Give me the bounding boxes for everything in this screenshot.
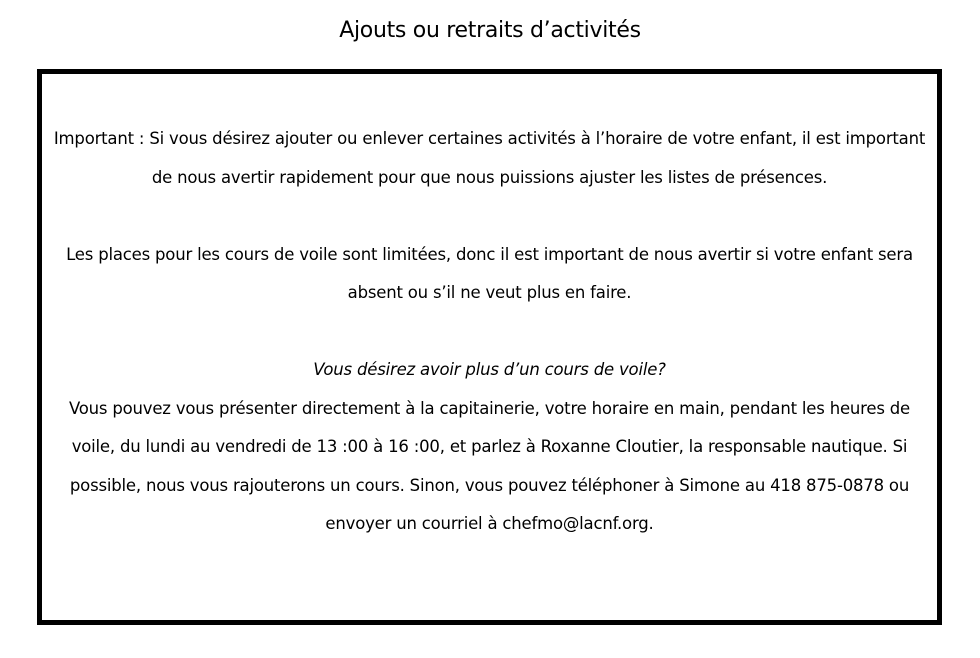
paragraph-spacer (50, 197, 929, 236)
important-paragraph: Important : Si vous désirez ajouter ou enlever certaines activités à l’horaire de votre enfant, il est important de nous avertir rapidement pour que nous puissions ajuster les listes de présences. (53, 129, 926, 187)
contact-paragraph: Vous pouvez vous présenter directement à la capitainerie, votre horaire en main, pendant les heures de voile, du lundi au vendredi de 13 :00 à 16 :00, et parlez à Roxanne Cloutier, la responsable nautique. Si possible, nous vous rajouterons un cours. Sinon, vous pouvez téléphoner à Simone au 418 875-0878 ou envoyer un courriel à chefmo@lacnf.org. (68, 398, 911, 533)
notice-box (37, 69, 942, 625)
sailing-places-paragraph: Les places pour les cours de voile sont limitées, donc il est important de nous avertir si votre enfant sera absent ou s’il ne veut plus en faire. (66, 244, 913, 302)
page-title: Ajouts ou retraits d’activités (339, 18, 641, 43)
extra-course-question: Vous désirez avoir plus d’un cours de voile? (313, 360, 666, 379)
notice-content (50, 120, 929, 544)
paragraph-spacer (50, 313, 929, 352)
